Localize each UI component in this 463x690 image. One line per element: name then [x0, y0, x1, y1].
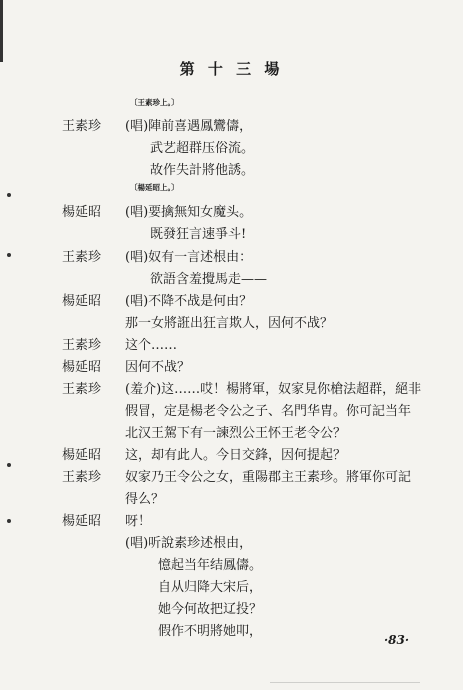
speaker-name: 楊延昭 [62, 514, 102, 529]
speech-line [0, 356, 463, 378]
verse-line: 欲語含羞攪馬走—— [150, 272, 268, 287]
speech-line [0, 334, 463, 356]
verse-line: 既發狂言速爭斗! [150, 227, 247, 242]
scene-title: 第 十 三 場 [179, 60, 284, 78]
speaker-name: 王素珍 [62, 338, 102, 353]
verse-line: 故作失計將他誘。 [150, 163, 255, 178]
speaker-name: 王素珍 [62, 250, 102, 265]
speech-text: 这个…… [125, 338, 178, 353]
stage-direction: 〔王素珍上。〕 [130, 98, 179, 107]
verse-line: 她今何故把辽投？ [158, 602, 263, 617]
left-margin-mark [0, 0, 3, 62]
speaker-name: 楊延昭 [62, 360, 102, 375]
speech-line [0, 444, 463, 466]
stage-direction: 〔楊延昭上。〕 [130, 183, 179, 192]
speaker-name: 楊延昭 [62, 205, 102, 220]
speaker-name: 王素珍 [62, 382, 102, 397]
speech-text: (唱)不降不战是何由？ [125, 294, 253, 309]
continued-line: 北汉王駕下有一諫烈公王怀王老令公？ [125, 426, 347, 441]
speaker-name: 楊延昭 [62, 294, 102, 309]
speech-text: (唱)要擒無知女魔头。 [125, 205, 253, 220]
speech-text: 这，却有此人。今日交鋒，因何提起？ [125, 448, 347, 463]
speech-text: 呀！ [125, 514, 152, 529]
continued-line: 假冒，定是楊老令公之子、名門华胄。你可記当年 [125, 404, 412, 419]
speech-line [0, 246, 463, 268]
speech-text: 奴家乃王令公之女，重陽郡主王素珍。將軍你可記 [125, 470, 412, 485]
page-number: ·83· [384, 633, 410, 647]
speech-text: (羞介)这……哎！楊將軍，奴家見你槍法超群，絕非 [125, 382, 422, 397]
speech-line [0, 378, 463, 400]
speaker-name: 王素珍 [62, 470, 102, 485]
speech-text: (唱)奴有一言述根由： [125, 250, 253, 265]
continued-line: 得么？ [125, 492, 165, 507]
verse-line: 憶起当年结鳳儔。 [158, 558, 263, 573]
continued-line: 那一女將誑出狂言欺人，因何不战？ [125, 316, 334, 331]
speech-line [0, 201, 463, 223]
speech-line [0, 115, 463, 137]
speech-line [0, 290, 463, 312]
verse-line: 自从归降大宋后， [158, 580, 263, 595]
speech-line [0, 510, 463, 532]
verse-line: 假作不明將她叩， [158, 624, 263, 639]
speech-text: (唱)陣前喜遇鳳鸞儔， [125, 119, 253, 134]
speech-line [0, 466, 463, 488]
speaker-name: 王素珍 [62, 119, 102, 134]
continued-line: (唱)听說素珍述根由， [125, 536, 253, 551]
scan-noise [270, 682, 420, 683]
speech-text: 因何不战？ [125, 360, 191, 375]
verse-line: 武艺超群压俗流。 [150, 141, 255, 156]
speaker-name: 楊延昭 [62, 448, 102, 463]
